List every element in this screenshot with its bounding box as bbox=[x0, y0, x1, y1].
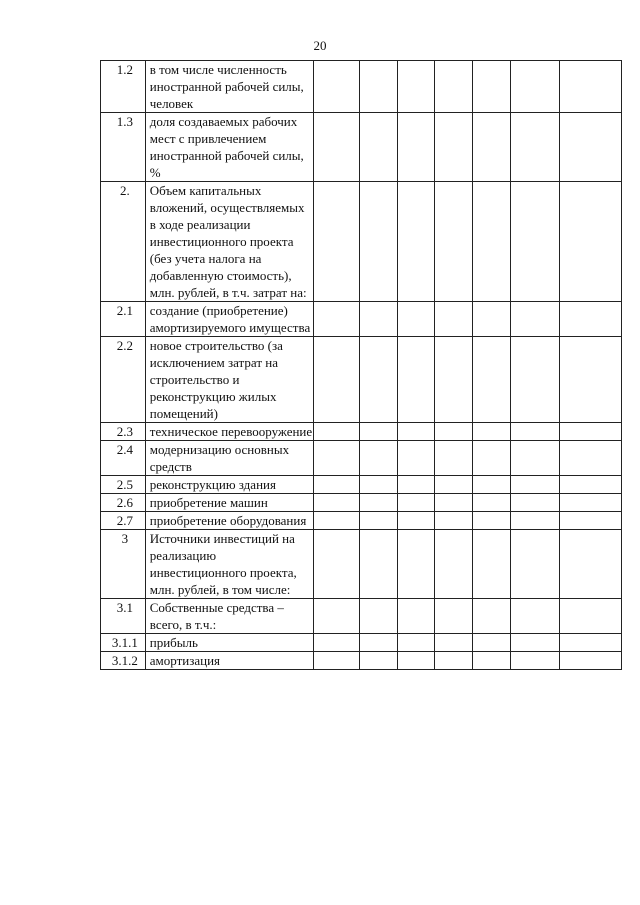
value-cell bbox=[559, 441, 621, 476]
table-row bbox=[101, 302, 622, 337]
value-cell bbox=[360, 182, 398, 302]
table-row bbox=[101, 113, 622, 182]
value-cell bbox=[559, 302, 621, 337]
value-cell bbox=[559, 113, 621, 182]
row-number: 2.2 bbox=[101, 337, 146, 423]
value-cell bbox=[360, 302, 398, 337]
value-cell bbox=[313, 302, 360, 337]
value-cell bbox=[434, 182, 473, 302]
value-cell bbox=[360, 61, 398, 113]
value-cell bbox=[511, 599, 560, 634]
table-row bbox=[101, 182, 622, 302]
value-cell bbox=[473, 302, 511, 337]
row-label: амортизация bbox=[145, 652, 313, 670]
value-cell bbox=[511, 113, 560, 182]
value-cell bbox=[313, 530, 360, 599]
value-cell bbox=[559, 423, 621, 441]
value-cell bbox=[434, 652, 473, 670]
value-cell bbox=[434, 634, 473, 652]
row-label: создание (приобретение) амортизируемого имущества bbox=[145, 302, 313, 337]
value-cell bbox=[434, 599, 473, 634]
value-cell bbox=[511, 530, 560, 599]
value-cell bbox=[313, 634, 360, 652]
row-number: 1.3 bbox=[101, 113, 146, 182]
value-cell bbox=[313, 113, 360, 182]
value-cell bbox=[473, 423, 511, 441]
value-cell bbox=[473, 441, 511, 476]
row-label: в том числе численность иностранной рабочей силы, человек bbox=[145, 61, 313, 113]
value-cell bbox=[398, 302, 435, 337]
value-cell bbox=[511, 182, 560, 302]
value-cell bbox=[511, 337, 560, 423]
value-cell bbox=[313, 476, 360, 494]
value-cell bbox=[559, 512, 621, 530]
value-cell bbox=[511, 423, 560, 441]
value-cell bbox=[313, 494, 360, 512]
row-number: 3.1.2 bbox=[101, 652, 146, 670]
value-cell bbox=[473, 494, 511, 512]
value-cell bbox=[398, 530, 435, 599]
row-label: Объем капитальных вложений, осуществляемых в ходе реализации инвестиционного проекта (без учета налога на добавленную стоимость), млн. рублей, в т.ч. затрат на: bbox=[145, 182, 313, 302]
value-cell bbox=[313, 182, 360, 302]
table-row bbox=[101, 599, 622, 634]
value-cell bbox=[473, 634, 511, 652]
page-number: 20 bbox=[313, 38, 327, 53]
row-number: 2. bbox=[101, 182, 146, 302]
value-cell bbox=[559, 634, 621, 652]
value-cell bbox=[434, 512, 473, 530]
row-label: новое строительство (за исключением затрат на строительство и реконструкцию жилых помещений) bbox=[145, 337, 313, 423]
table-row bbox=[101, 61, 622, 113]
value-cell bbox=[398, 652, 435, 670]
table-row bbox=[101, 441, 622, 476]
table-row bbox=[101, 634, 622, 652]
value-cell bbox=[559, 61, 621, 113]
row-label: техническое перевооружение bbox=[145, 423, 313, 441]
table-row bbox=[101, 530, 622, 599]
value-cell bbox=[398, 634, 435, 652]
value-cell bbox=[398, 337, 435, 423]
value-cell bbox=[434, 441, 473, 476]
value-cell bbox=[434, 494, 473, 512]
indicators-table bbox=[100, 60, 622, 670]
value-cell bbox=[473, 512, 511, 530]
value-cell bbox=[473, 61, 511, 113]
row-number: 3 bbox=[101, 530, 146, 599]
value-cell bbox=[360, 599, 398, 634]
value-cell bbox=[434, 302, 473, 337]
value-cell bbox=[473, 337, 511, 423]
row-label: приобретение оборудования bbox=[145, 512, 313, 530]
value-cell bbox=[360, 476, 398, 494]
value-cell bbox=[313, 61, 360, 113]
value-cell bbox=[511, 652, 560, 670]
row-number: 2.1 bbox=[101, 302, 146, 337]
value-cell bbox=[360, 530, 398, 599]
value-cell bbox=[559, 337, 621, 423]
value-cell bbox=[313, 652, 360, 670]
value-cell bbox=[398, 113, 435, 182]
value-cell bbox=[360, 423, 398, 441]
value-cell bbox=[398, 441, 435, 476]
value-cell bbox=[360, 337, 398, 423]
row-number: 3.1 bbox=[101, 599, 146, 634]
row-label: Собственные средства – всего, в т.ч.: bbox=[145, 599, 313, 634]
value-cell bbox=[313, 423, 360, 441]
row-number: 1.2 bbox=[101, 61, 146, 113]
value-cell bbox=[313, 599, 360, 634]
table-row bbox=[101, 476, 622, 494]
table-row bbox=[101, 652, 622, 670]
table-row bbox=[101, 512, 622, 530]
row-number: 2.6 bbox=[101, 494, 146, 512]
value-cell bbox=[434, 476, 473, 494]
table-row bbox=[101, 494, 622, 512]
table-row bbox=[101, 423, 622, 441]
value-cell bbox=[434, 113, 473, 182]
row-label: реконструкцию здания bbox=[145, 476, 313, 494]
value-cell bbox=[360, 652, 398, 670]
value-cell bbox=[398, 494, 435, 512]
value-cell bbox=[511, 441, 560, 476]
row-label: Источники инвестиций на реализацию инвестиционного проекта, млн. рублей, в том числе: bbox=[145, 530, 313, 599]
value-cell bbox=[360, 441, 398, 476]
value-cell bbox=[559, 530, 621, 599]
value-cell bbox=[473, 113, 511, 182]
row-label: приобретение машин bbox=[145, 494, 313, 512]
value-cell bbox=[434, 337, 473, 423]
value-cell bbox=[360, 634, 398, 652]
value-cell bbox=[559, 182, 621, 302]
value-cell bbox=[398, 61, 435, 113]
value-cell bbox=[360, 512, 398, 530]
value-cell bbox=[473, 652, 511, 670]
table-row bbox=[101, 337, 622, 423]
value-cell bbox=[511, 476, 560, 494]
value-cell bbox=[511, 634, 560, 652]
value-cell bbox=[398, 476, 435, 494]
row-number: 2.5 bbox=[101, 476, 146, 494]
value-cell bbox=[398, 182, 435, 302]
value-cell bbox=[511, 494, 560, 512]
value-cell bbox=[360, 113, 398, 182]
value-cell bbox=[511, 302, 560, 337]
value-cell bbox=[559, 599, 621, 634]
row-label: прибыль bbox=[145, 634, 313, 652]
value-cell bbox=[473, 530, 511, 599]
value-cell bbox=[398, 512, 435, 530]
row-number: 3.1.1 bbox=[101, 634, 146, 652]
row-label: доля создаваемых рабочих мест с привлечением иностранной рабочей силы, % bbox=[145, 113, 313, 182]
value-cell bbox=[473, 182, 511, 302]
value-cell bbox=[434, 530, 473, 599]
value-cell bbox=[559, 494, 621, 512]
row-label: модернизацию основных средств bbox=[145, 441, 313, 476]
value-cell bbox=[511, 512, 560, 530]
value-cell bbox=[559, 652, 621, 670]
value-cell bbox=[434, 423, 473, 441]
value-cell bbox=[313, 441, 360, 476]
row-number: 2.3 bbox=[101, 423, 146, 441]
row-number: 2.4 bbox=[101, 441, 146, 476]
value-cell bbox=[313, 512, 360, 530]
value-cell bbox=[473, 476, 511, 494]
value-cell bbox=[398, 423, 435, 441]
value-cell bbox=[434, 61, 473, 113]
row-number: 2.7 bbox=[101, 512, 146, 530]
value-cell bbox=[313, 337, 360, 423]
value-cell bbox=[511, 61, 560, 113]
value-cell bbox=[398, 599, 435, 634]
value-cell bbox=[473, 599, 511, 634]
value-cell bbox=[559, 476, 621, 494]
value-cell bbox=[360, 494, 398, 512]
